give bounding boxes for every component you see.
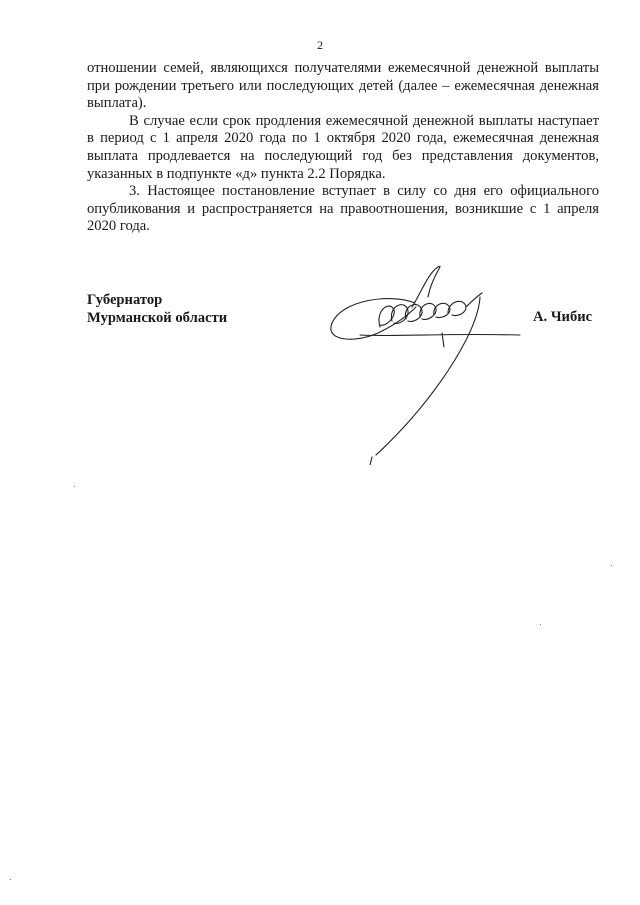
scan-speck (10, 879, 11, 880)
paragraph-effective-date: 3. Настоящее постановление вступает в силу со дня его официального опубликования и распространяется на правоотношения, возникшие с 1 апреля 2020 года. (87, 183, 599, 235)
scan-speck (611, 565, 612, 566)
handwritten-signature (320, 255, 530, 465)
paragraph-extension: В случае если срок продления ежемесячной денежной выплаты наступает в период с 1 апреля 2020 года по 1 октября 2020 года, ежемесячная денежная выплата продлевается на последующий год без представления документов, указанных в подпункте «д» пункта 2.2 Порядка. (87, 112, 599, 182)
page-number: 2 (317, 38, 323, 52)
scan-speck (74, 486, 75, 487)
paragraph-continued: отношении семей, являющихся получателями ежемесячной денежной выплаты при рождении третьего или последующих детей (далее – ежемесячная денежная выплата). (87, 60, 599, 112)
signer-title (87, 291, 227, 327)
scan-speck (540, 624, 541, 625)
signer-name: А. Чибис (533, 309, 593, 325)
document-body (87, 60, 599, 236)
signer-title-line-2: Мурманской области (87, 310, 228, 326)
signer-title-line-1: Губернатор (87, 292, 163, 308)
